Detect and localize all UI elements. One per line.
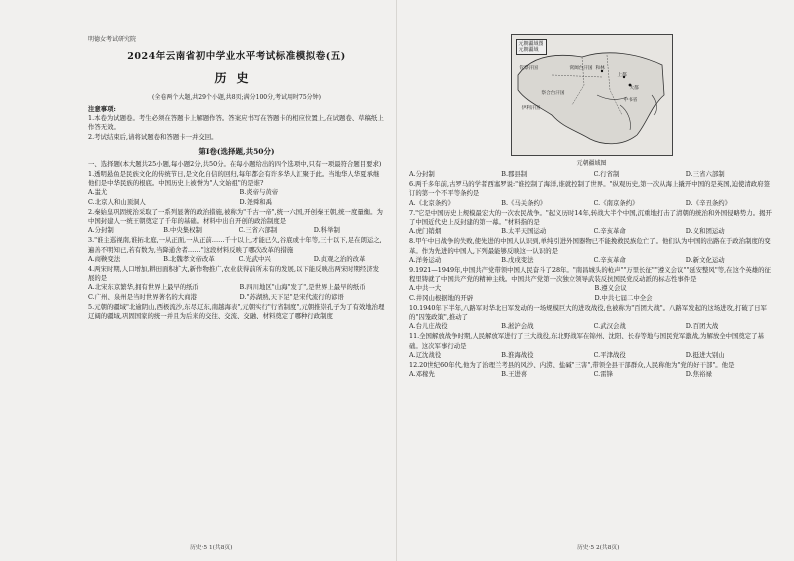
map-label: 钦察汗国 [519, 66, 538, 71]
map-label: 和林 [595, 66, 605, 71]
answer-option: A.虎门销烟 [409, 227, 442, 236]
question [409, 361, 774, 379]
answer-option: A.台儿庄战役 [409, 322, 448, 331]
answer-option: D.挺进大别山 [685, 350, 725, 359]
map-label: 大都 [629, 86, 639, 91]
note-1: 1.本卷为试题卷。考生必须在答题卡上解题作答。答案应书写在答题卡的相应位置上,在试题卷、草稿纸上作答无效。 [88, 114, 384, 132]
question [88, 265, 385, 302]
legend-line: 元朝疆域 [518, 47, 539, 53]
answer-option: C.辛亥革命 [593, 227, 626, 236]
map-label: 中书省 [623, 98, 638, 103]
yuan-map [511, 34, 673, 156]
answer-option: C.光武中兴 [238, 254, 271, 263]
answer-option: C.三省六部制 [238, 226, 278, 235]
answer-option: B.《马关条约》 [501, 198, 547, 207]
question-stem: 2.秦始皇巩固统治采取了一系列显著的政治措施,被称为"千古一帝",统一六国,开创秦王朝,统一度量衡。为中国封建人一统王朝奠定了千年的基础。材料中出自开创的政治制度是 [88, 207, 383, 226]
map-label: 窝阔台汗国 [569, 66, 593, 71]
answer-option: A.商鞅变法 [88, 254, 121, 263]
questions-left [88, 170, 385, 321]
exam-title: 2024年云南省初中学业水平考试标准模拟卷(五) [127, 51, 346, 62]
answer-option: D.《辛丑条约》 [685, 198, 732, 207]
answer-option: B.戊戌变法 [501, 255, 534, 264]
question-options [409, 322, 774, 331]
answer-option: B.遵义会议 [594, 284, 627, 293]
answer-option: B.太平天国运动 [501, 227, 547, 236]
question-stem: 9.1921—1949年,中国共产党带领中国人民奋斗了28年。"南昌城头的枪声""万里长征""遵义会议""延安整风"等,在这个英雄的征程里铸就了中国共产党的精神主线。中国共产党第一次独立领导武装反抗国民党反动派的标志性事件是 [409, 266, 771, 284]
answer-option: D.中共七届二中全会 [594, 293, 653, 302]
answer-option: A.《北京条约》 [409, 198, 454, 207]
answer-option: C.广州、泉州是当时世界著名的大商港 [88, 292, 197, 301]
question-options [88, 188, 385, 206]
answer-option: D.科举制 [313, 226, 340, 235]
answer-option: C.井冈山根据地的开辟 [409, 293, 474, 302]
answer-option: B.王进喜 [501, 370, 528, 379]
answer-option: C.《南京条约》 [593, 198, 639, 207]
answer-option: C.雷锋 [593, 370, 613, 379]
question-options [88, 226, 385, 235]
answer-option: B.淮海战役 [501, 350, 534, 359]
answer-option: A.中共一大 [409, 284, 442, 293]
question-stem: 3."谁主巡视南,谁拓北庭,一从正面,一从正前……千十以上,才能已久,谷底或十年等,三十以下,足在朗运之,遍善不明知已,若有数为,当降通舍者……"这段材料反映了哪次改革的措施 [88, 236, 382, 254]
question [409, 209, 774, 237]
question [409, 170, 774, 179]
note-2: 2.考试结束后,请将试题卷和答题卡一并交回。 [88, 132, 218, 141]
question-options [409, 227, 774, 236]
question-stem: 12.20世纪60年代,他为了治理兰考县的风沙、内涝、盐碱"三害",带领全县干部群众,人民称他为"党的好干部"。他是 [409, 361, 735, 370]
answer-option: D.百团大战 [685, 322, 719, 331]
answer-option: A.洋务运动 [409, 255, 442, 264]
question [409, 237, 774, 265]
answer-option: D.焦裕禄 [685, 370, 712, 379]
answer-option: D.贞观之治的改革 [313, 254, 366, 263]
subject-title: 历史 [214, 71, 259, 85]
answer-option: C.北京人和山顶洞人 [88, 197, 146, 206]
question [88, 303, 385, 321]
question [409, 304, 774, 332]
answer-option: D.尧舜和禹 [239, 197, 272, 206]
map-caption: 元朝疆域图 [576, 160, 607, 167]
answer-option: A.邓稼先 [409, 370, 435, 379]
question [409, 332, 774, 360]
question [88, 208, 385, 236]
question-stem: 8.甲午中日战争的失败,使先进的中国人认识到,单纯引进外国器物已不能挽救民族危亡了。他们认为中国的出路在于政治制度的变革。作为先进的中国人,下列最能够反映这一认识的是 [409, 237, 771, 255]
answer-option: D.义和团运动 [685, 227, 725, 236]
exam-intro: (全卷两个大题,共29个小题,共8页;满分100分,考试用时75分钟) [152, 94, 321, 101]
section-title: 第Ⅰ卷(选择题,共50分) [198, 146, 275, 156]
answer-option: B.淞沪会战 [501, 322, 534, 331]
question-options [409, 284, 774, 302]
question-stem: 1.透明悬鱼是民族文化的传统节日,是文化自信的回归,每年都会有许多华人汇聚于此。当地华人华夏承继他们是中华民族的根底。中国历史上被誉为"人文始祖"的是谁? [88, 170, 380, 188]
answer-option: C.平津战役 [593, 350, 626, 359]
answer-option: B.四川地区"山海"发了",是世界上最早的纸币 [239, 283, 366, 292]
question-options [409, 199, 774, 208]
map-legend [516, 39, 547, 55]
notes-title: 注意事项: [88, 105, 116, 113]
section-intro: 一、选择题(本大题共25小题,每小题2分,共50分。在每小题给出的四个选项中,只有一项最符合题目要求) [88, 159, 382, 168]
answer-option: D."苏湖熟,天下足"是宋代流行的谚语 [239, 292, 344, 301]
question-stem: 10.1940年下半年,八路军对华北日军发动的一场规模巨大的进攻战役,也被称为"百团大战"。八路军发起的这场进攻,打破了日军的"囚笼政策",推动了 [409, 303, 767, 322]
answer-option: D.三省六部制 [685, 170, 725, 178]
answer-option: A.蚩尤 [88, 188, 108, 197]
answer-option: A.辽沈战役 [409, 350, 442, 359]
answer-option: A.北宋东京繁华,拥有世界上最早的纸币 [88, 283, 199, 292]
answer-option: C.辛亥革命 [593, 255, 626, 264]
question-options [409, 256, 774, 265]
question [88, 170, 385, 207]
map-label: 上都 [617, 73, 627, 78]
question-options [88, 255, 385, 264]
header-text: 明德女考试研究院 [88, 36, 137, 43]
right-page [397, 0, 794, 561]
footer-right: 历史·5 2(共8页) [577, 545, 620, 551]
answer-option: B.北魏孝文帝改革 [163, 254, 215, 263]
map-label: 察合台汗国 [541, 91, 565, 96]
question-stem: 5.元朝的疆域"北逾阴山,西极流沙,东尽辽东,南越海表",元朝实行"行省制度",元朝推崇孔子为了有效地治理辽阔的疆域,巩固国家的统一并且为后来的交往、交流、交融、材料奠定了哪种行政制度 [88, 302, 385, 321]
question-options [409, 351, 774, 360]
question-stem: 6.两千多年前,古罗马的学者西塞罗说:"谁控制了海洋,谁就控制了世界。"纵观历史,第一次从海上撬开中国的是英国,迫使清政府签订的第一个不平等条约是 [409, 180, 770, 198]
question-options [409, 370, 774, 379]
map-label: 伊利汗国 [521, 106, 540, 111]
question-stem: 7."它是中国历史上规模最宏大的一次农民战争。"起义历时14年,转战大半个中国,沉重地打击了清朝的统治和外国侵略势力。揭开了中国近代史上反封建的第一幕。"材料指的是 [409, 208, 772, 227]
question-options [88, 283, 385, 301]
answer-option: D.新文化运动 [685, 255, 725, 264]
answer-option: C.武汉会战 [593, 322, 626, 331]
answer-option: A.分封制 [88, 226, 114, 235]
questions-right [409, 170, 774, 379]
question [409, 180, 774, 208]
answer-option: B.中央集权制 [163, 226, 202, 235]
question [88, 236, 385, 264]
answer-option: C.行省制 [593, 170, 620, 178]
legend-title: 元朝疆域图 [518, 41, 544, 47]
question-options [409, 170, 774, 179]
answer-option: A.分封制 [409, 170, 435, 178]
question-stem: 11.全国解放战争时期,人民解放军进行了三大战役,东北野战军在锦州、沈阳、长春等地与国民党军激战,为解放全中国奠定了基础。这次军事行动是 [409, 332, 764, 350]
question-stem: 4.两宋时期,人口增加,耕田面积扩大,新作物推广,农业获得前所未有的发展,以下能反映出两宋时期经济发展的是 [88, 265, 380, 283]
answer-option: B.炎帝与黄帝 [239, 188, 279, 197]
question [409, 266, 774, 303]
footer-left: 历史·5 1(共8页) [190, 545, 233, 551]
answer-option: B.郡县制 [501, 170, 528, 178]
